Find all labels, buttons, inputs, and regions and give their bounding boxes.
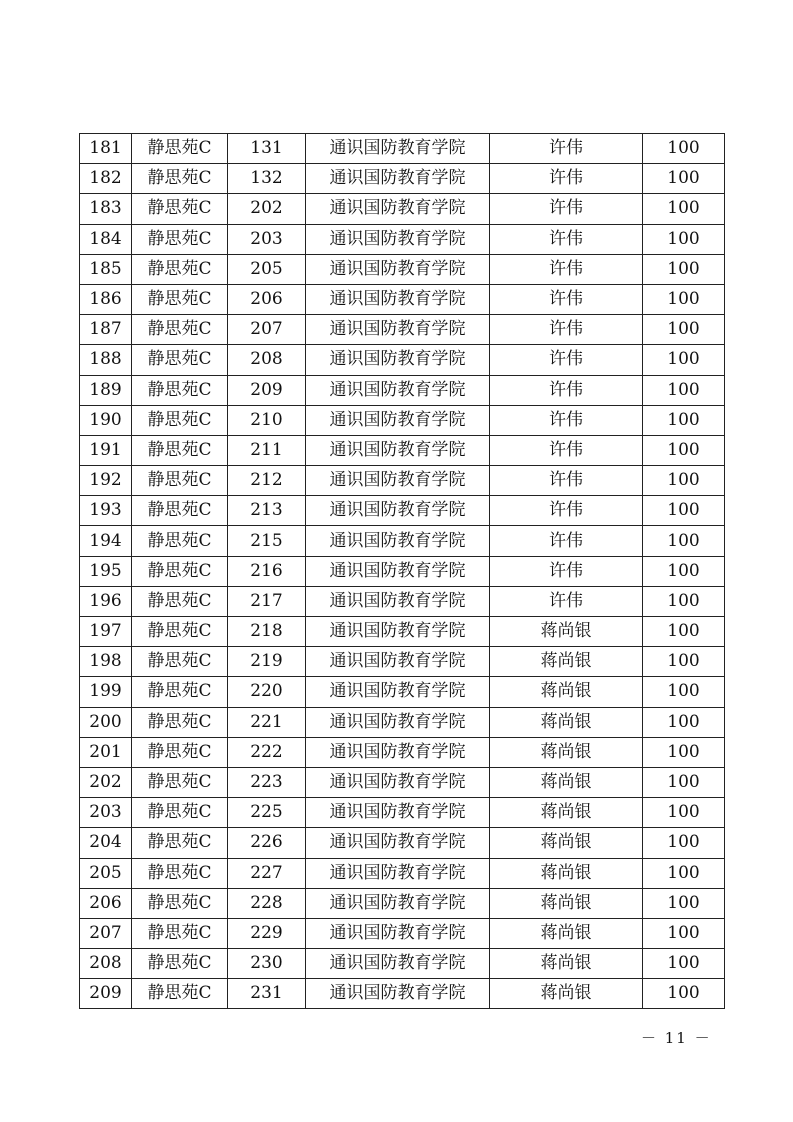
person-cell: 许伟 [490,556,643,586]
school-cell: 通识国防教育学院 [306,315,490,345]
room-cell: 131 [228,134,306,164]
table-row [80,375,725,405]
person-cell: 许伟 [490,224,643,254]
school-cell: 通识国防教育学院 [306,767,490,797]
room-cell: 218 [228,617,306,647]
person-cell: 蒋尚银 [490,767,643,797]
building-cell: 静思苑C [132,496,228,526]
school-cell: 通识国防教育学院 [306,284,490,314]
building-cell: 静思苑C [132,405,228,435]
room-cell: 208 [228,345,306,375]
seq-cell: 191 [80,435,132,465]
school-cell: 通识国防教育学院 [306,254,490,284]
table-row [80,647,725,677]
person-cell: 蒋尚银 [490,979,643,1009]
score-cell: 100 [643,949,725,979]
school-cell: 通识国防教育学院 [306,435,490,465]
room-cell: 216 [228,556,306,586]
room-cell: 229 [228,918,306,948]
school-cell: 通识国防教育学院 [306,918,490,948]
person-cell: 许伟 [490,345,643,375]
seq-cell: 182 [80,164,132,194]
building-cell: 静思苑C [132,888,228,918]
table-row [80,949,725,979]
room-cell: 230 [228,949,306,979]
school-cell: 通识国防教育学院 [306,677,490,707]
school-cell: 通识国防教育学院 [306,586,490,616]
score-cell: 100 [643,345,725,375]
seq-cell: 196 [80,586,132,616]
seq-cell: 208 [80,949,132,979]
school-cell: 通识国防教育学院 [306,134,490,164]
school-cell: 通识国防教育学院 [306,737,490,767]
room-cell: 210 [228,405,306,435]
score-cell: 100 [643,798,725,828]
building-cell: 静思苑C [132,345,228,375]
table-row [80,284,725,314]
table-row [80,677,725,707]
building-cell: 静思苑C [132,224,228,254]
seq-cell: 198 [80,647,132,677]
building-cell: 静思苑C [132,949,228,979]
person-cell: 许伟 [490,435,643,465]
school-cell: 通识国防教育学院 [306,345,490,375]
seq-cell: 181 [80,134,132,164]
school-cell: 通识国防教育学院 [306,949,490,979]
score-cell: 100 [643,315,725,345]
school-cell: 通识国防教育学院 [306,526,490,556]
school-cell: 通识国防教育学院 [306,194,490,224]
seq-cell: 183 [80,194,132,224]
table-row [80,134,725,164]
building-cell: 静思苑C [132,858,228,888]
seq-cell: 190 [80,405,132,435]
score-cell: 100 [643,526,725,556]
seq-cell: 209 [80,979,132,1009]
building-cell: 静思苑C [132,677,228,707]
building-cell: 静思苑C [132,134,228,164]
person-cell: 许伟 [490,284,643,314]
building-cell: 静思苑C [132,435,228,465]
school-cell: 通识国防教育学院 [306,556,490,586]
school-cell: 通识国防教育学院 [306,828,490,858]
building-cell: 静思苑C [132,586,228,616]
school-cell: 通识国防教育学院 [306,617,490,647]
score-cell: 100 [643,134,725,164]
building-cell: 静思苑C [132,556,228,586]
school-cell: 通识国防教育学院 [306,466,490,496]
building-cell: 静思苑C [132,767,228,797]
room-cell: 212 [228,466,306,496]
room-cell: 206 [228,284,306,314]
room-cell: 222 [228,737,306,767]
school-cell: 通识国防教育学院 [306,858,490,888]
person-cell: 蒋尚银 [490,828,643,858]
seq-cell: 202 [80,767,132,797]
person-cell: 许伟 [490,375,643,405]
person-cell: 许伟 [490,134,643,164]
school-cell: 通识国防教育学院 [306,979,490,1009]
table-body [80,134,725,1009]
room-cell: 220 [228,677,306,707]
person-cell: 许伟 [490,496,643,526]
building-cell: 静思苑C [132,647,228,677]
school-cell: 通识国防教育学院 [306,405,490,435]
table-row [80,737,725,767]
score-cell: 100 [643,617,725,647]
building-cell: 静思苑C [132,194,228,224]
person-cell: 许伟 [490,405,643,435]
room-cell: 219 [228,647,306,677]
score-cell: 100 [643,707,725,737]
score-cell: 100 [643,435,725,465]
school-cell: 通识国防教育学院 [306,224,490,254]
table-row [80,526,725,556]
room-cell: 217 [228,586,306,616]
school-cell: 通识国防教育学院 [306,707,490,737]
score-cell: 100 [643,918,725,948]
building-cell: 静思苑C [132,979,228,1009]
person-cell: 许伟 [490,466,643,496]
room-cell: 221 [228,707,306,737]
person-cell: 许伟 [490,315,643,345]
score-cell: 100 [643,647,725,677]
table-row [80,224,725,254]
score-cell: 100 [643,194,725,224]
seq-cell: 194 [80,526,132,556]
building-cell: 静思苑C [132,707,228,737]
person-cell: 蒋尚银 [490,949,643,979]
table-row [80,707,725,737]
room-cell: 231 [228,979,306,1009]
school-cell: 通识国防教育学院 [306,888,490,918]
table-row [80,617,725,647]
person-cell: 蒋尚银 [490,677,643,707]
person-cell: 许伟 [490,194,643,224]
seq-cell: 186 [80,284,132,314]
room-cell: 209 [228,375,306,405]
score-cell: 100 [643,767,725,797]
score-cell: 100 [643,979,725,1009]
seq-cell: 200 [80,707,132,737]
seq-cell: 188 [80,345,132,375]
school-cell: 通识国防教育学院 [306,496,490,526]
room-cell: 202 [228,194,306,224]
score-cell: 100 [643,556,725,586]
table-row [80,466,725,496]
school-cell: 通识国防教育学院 [306,164,490,194]
room-cell: 213 [228,496,306,526]
person-cell: 蒋尚银 [490,888,643,918]
seq-cell: 207 [80,918,132,948]
seq-cell: 197 [80,617,132,647]
score-cell: 100 [643,224,725,254]
person-cell: 蒋尚银 [490,858,643,888]
person-cell: 许伟 [490,586,643,616]
table-row [80,798,725,828]
table-row [80,586,725,616]
room-cell: 132 [228,164,306,194]
building-cell: 静思苑C [132,375,228,405]
score-cell: 100 [643,254,725,284]
dorm-score-table [79,133,725,1009]
room-cell: 211 [228,435,306,465]
seq-cell: 193 [80,496,132,526]
score-cell: 100 [643,586,725,616]
school-cell: 通识国防教育学院 [306,375,490,405]
room-cell: 223 [228,767,306,797]
person-cell: 蒋尚银 [490,737,643,767]
building-cell: 静思苑C [132,284,228,314]
seq-cell: 185 [80,254,132,284]
school-cell: 通识国防教育学院 [306,647,490,677]
room-cell: 205 [228,254,306,284]
building-cell: 静思苑C [132,254,228,284]
seq-cell: 199 [80,677,132,707]
seq-cell: 203 [80,798,132,828]
seq-cell: 204 [80,828,132,858]
score-cell: 100 [643,405,725,435]
table-row [80,496,725,526]
person-cell: 蒋尚银 [490,798,643,828]
table-row [80,979,725,1009]
seq-cell: 192 [80,466,132,496]
table-row [80,435,725,465]
score-cell: 100 [643,828,725,858]
table-row [80,194,725,224]
room-cell: 226 [228,828,306,858]
seq-cell: 195 [80,556,132,586]
building-cell: 静思苑C [132,737,228,767]
table-row [80,345,725,375]
table-row [80,315,725,345]
score-cell: 100 [643,164,725,194]
room-cell: 228 [228,888,306,918]
table-row [80,164,725,194]
score-cell: 100 [643,466,725,496]
score-cell: 100 [643,496,725,526]
building-cell: 静思苑C [132,315,228,345]
person-cell: 许伟 [490,164,643,194]
building-cell: 静思苑C [132,828,228,858]
room-cell: 225 [228,798,306,828]
person-cell: 蒋尚银 [490,918,643,948]
table-row [80,556,725,586]
seq-cell: 187 [80,315,132,345]
person-cell: 蒋尚银 [490,707,643,737]
seq-cell: 206 [80,888,132,918]
seq-cell: 184 [80,224,132,254]
score-cell: 100 [643,284,725,314]
room-cell: 203 [228,224,306,254]
table-row [80,858,725,888]
person-cell: 许伟 [490,254,643,284]
building-cell: 静思苑C [132,798,228,828]
score-cell: 100 [643,858,725,888]
score-cell: 100 [643,737,725,767]
person-cell: 蒋尚银 [490,617,643,647]
building-cell: 静思苑C [132,617,228,647]
table-row [80,918,725,948]
building-cell: 静思苑C [132,918,228,948]
building-cell: 静思苑C [132,526,228,556]
seq-cell: 201 [80,737,132,767]
school-cell: 通识国防教育学院 [306,798,490,828]
table-row [80,828,725,858]
score-cell: 100 [643,888,725,918]
score-cell: 100 [643,375,725,405]
person-cell: 蒋尚银 [490,647,643,677]
room-cell: 207 [228,315,306,345]
person-cell: 许伟 [490,526,643,556]
page-number: － 11 － [641,1029,712,1047]
score-cell: 100 [643,677,725,707]
table-row [80,888,725,918]
table-row [80,254,725,284]
table-row [80,405,725,435]
building-cell: 静思苑C [132,466,228,496]
room-cell: 215 [228,526,306,556]
seq-cell: 205 [80,858,132,888]
building-cell: 静思苑C [132,164,228,194]
room-cell: 227 [228,858,306,888]
seq-cell: 189 [80,375,132,405]
table-row [80,767,725,797]
